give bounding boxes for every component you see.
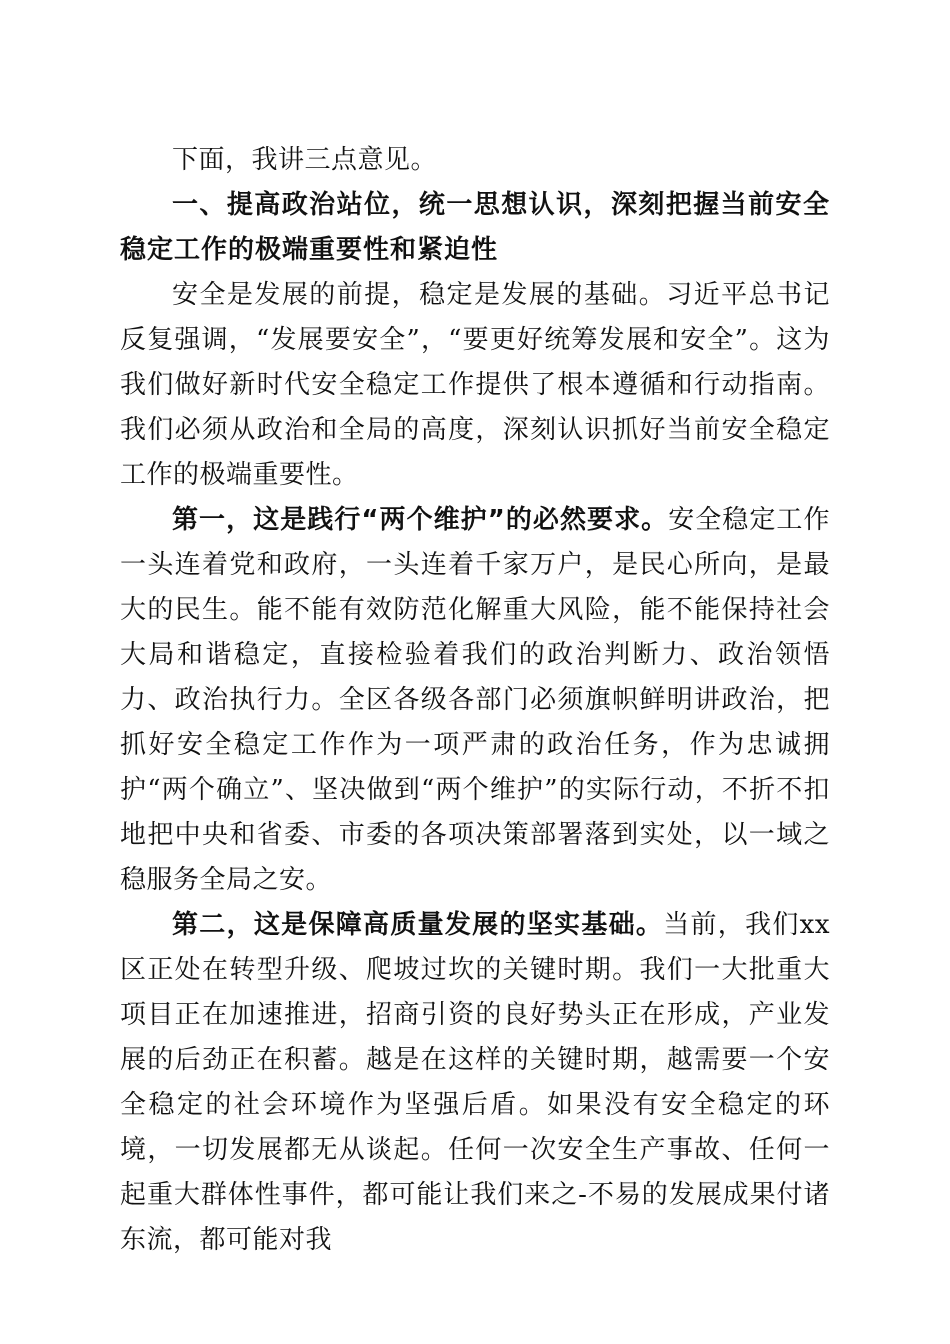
- first-point-lead: 第一，这是践行“两个维护”的必然要求。: [172, 505, 669, 535]
- paragraph-security-foundation: 安全是发展的前提，稳定是发展的基础。习近平总书记反复强调，“发展要安全”，“要更好统筹发展和安全”。这为我们做好新时代安全稳定工作提供了根本遵循和行动指南。我们必须从政治和全局的高度，深刻认识抓好当前安全稳定工作的极端重要性。: [120, 280, 830, 490]
- paragraph-second-point: [120, 903, 830, 1263]
- first-point-body: 安全稳定工作一头连着党和政府，一头连着千家万户，是民心所向，是最大的民生。能不能有效防范化解重大风险，能不能保持社会大局和谐稳定，直接检验着我们的政治判断力、政治领悟力、政治执行力。全区各级各部门必须旗帜鲜明讲政治，把抓好安全稳定工作作为一项严肃的政治任务，作为忠诚拥护“两个确立”、坚决做到“两个维护”的实际行动，不折不扣地把中央和省委、市委的各项决策部署落到实处，以一域之稳服务全局之安。: [120, 505, 830, 895]
- second-point-lead: 第二，这是保障高质量发展的坚实基础。: [172, 910, 664, 940]
- intro-paragraph: 下面，我讲三点意见。: [172, 145, 438, 175]
- paragraph-first-point: [120, 498, 830, 903]
- section-heading: 一、提高政治站位，统一思想认识，深刻把握当前安全稳定工作的极端重要性和紧迫性: [120, 190, 830, 265]
- second-point-body: 当前，我们xx区正处在转型升级、爬坡过坎的关键时期。我们一大批重大项目正在加速推进，招商引资的良好势头正在形成，产业发展的后劲正在积蓄。越是在这样的关键时期，越需要一个安全稳定的社会环境作为坚强后盾。如果没有安全稳定的环境，一切发展都无从谈起。任何一次安全生产事故、任何一起重大群体性事件，都可能让我们来之-不易的发展成果付诸东流，都可能对我: [120, 910, 830, 1255]
- document-body: [120, 138, 830, 1263]
